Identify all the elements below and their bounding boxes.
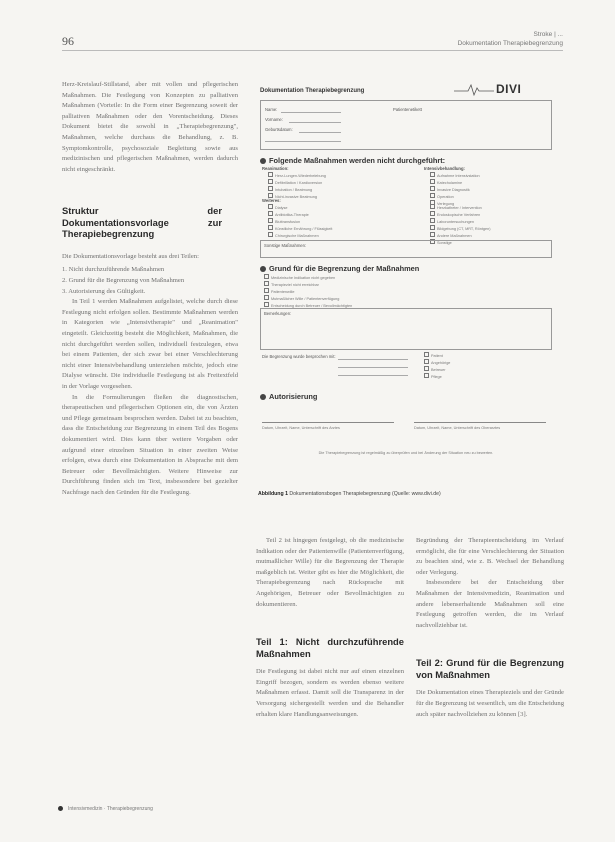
- list-item: Endoskopische Verfahren: [430, 211, 550, 218]
- paragraph: Die Festlegung ist dabei nicht nur auf einen einzelnen Eingriff bezogen, sondern es werden ebenso weitere Maßnahmen erfasst. Damit soll die Transparenz in der Versorgung sichergestellt werden und die Behandler erhalten klare Handlungsanweisungen.: [256, 668, 404, 718]
- bullet-icon: [260, 266, 266, 272]
- checkbox: [268, 225, 273, 230]
- bullet-icon: [260, 158, 266, 164]
- checkbox: [424, 366, 429, 371]
- checkbox: [268, 204, 273, 209]
- other-measures-label: Sonstige Maßnahmen:: [264, 243, 307, 248]
- checkbox: [268, 232, 273, 237]
- divi-logo: DIVI: [496, 82, 522, 96]
- list-item: Sonstige: [430, 239, 550, 246]
- checkbox: [424, 359, 429, 364]
- sec1-list-left2: [268, 204, 408, 239]
- comment-label: Bemerkungen:: [264, 311, 292, 316]
- list-item: Katecholamine: [430, 179, 550, 186]
- sec1-sub-title: Weiteres:: [262, 198, 281, 203]
- paragraph: Teil 2 ist hingegen festgelegt, ob die medizinische Indikation oder der Patientenwille (Patientenverfügung, mutmaßlicher Wille) für die Begrenzung der Therapie maßgeblich ist. Weiter gibt es hier die Möglichkeit, die Therapiebegrenzung nach Rücksprache mit Angehörigen, Betreuer oder Bevollmächtigten zu dokumentieren.: [256, 537, 404, 608]
- sec1-list-left: [268, 172, 408, 200]
- therapy-limitation-form: [258, 80, 564, 488]
- list-item: Chirurgische Maßnahmen: [268, 232, 408, 239]
- checkbox: [268, 211, 273, 216]
- paragraph: Insbesondere bei der Entscheidung über Maßnahmen der Intensivmedizin, Reanimation und andere lebenserhaltende Maßnahmen soll eine Festlegung getroffen werden, die im Verlauf nachvollziehbar ist.: [416, 579, 564, 629]
- discussed-label: Die Begrenzung wurde besprochen mit:: [262, 354, 336, 359]
- list-item: 3. Autorisierung des Gültigkeit.: [62, 287, 146, 295]
- list-item: Invasive Diagnostik: [430, 186, 550, 193]
- discussed-list: [424, 352, 554, 380]
- checkbox: [264, 295, 269, 300]
- running-title: Dokumentation Therapiebegrenzung: [457, 40, 563, 47]
- checkbox: [430, 218, 435, 223]
- list-item: Bildgebung (CT, MRT, Röntgen): [430, 225, 550, 232]
- page-number: 96: [62, 34, 74, 48]
- comment-box: [260, 308, 552, 350]
- list-item: Künstliche Ernährung / Flüssigkeit: [268, 225, 408, 232]
- list-item: Entscheidung durch Betreuer / Bevollmächtigten: [264, 302, 554, 309]
- section-2-title: Grund für die Begrenzung der Maßnahmen: [260, 264, 419, 273]
- paragraph: Die Dokumentation eines Therapieziels und der Gründe für die Begrenzung ist wesentlich, um die Entscheidung auch später nachvollziehen zu können [3].: [416, 689, 564, 718]
- paragraph: Begründung der Therapieentscheidung im Verlauf ermöglicht, die für eine Verschlechterung der Situation zu beachten sind, wie z. B. Wechsel der Behandlung oder Verlegung.: [416, 537, 564, 576]
- middle-column: [256, 536, 404, 720]
- checkbox: [264, 281, 269, 286]
- list-item: Medizinische Indikation nicht gegeben: [264, 274, 554, 281]
- sec1-list-right: [430, 172, 550, 207]
- list-item: Herzkatheter / Intervention: [430, 204, 550, 211]
- list-item: 2. Grund für die Begrenzung von Maßnahmen: [62, 277, 185, 285]
- right-column: [416, 536, 564, 720]
- list-item: Angehörige: [424, 359, 554, 366]
- checkbox: [268, 186, 273, 191]
- patient-box: [260, 100, 552, 150]
- checkbox: [430, 193, 435, 198]
- checkbox: [268, 218, 273, 223]
- list-item: Betreuer: [424, 366, 554, 373]
- checkbox: [430, 232, 435, 237]
- list-item: Operation: [430, 193, 550, 200]
- list-item: 1. Nicht durchzuführende Maßnahmen: [62, 266, 165, 274]
- form-note: Die Therapiebegrenzung ist regelmäßig zu überprüfen und bei Änderung der Situation neu zu bewerten.: [318, 451, 494, 455]
- checkbox: [430, 204, 435, 209]
- running-header: [458, 30, 563, 48]
- checkbox: [430, 225, 435, 230]
- list-item: Patientenwille: [264, 288, 554, 295]
- field-label: Name:: [265, 107, 278, 112]
- section-3-title: Autorisierung: [260, 392, 317, 401]
- structure-list: [62, 265, 238, 297]
- footer-text: Intensivmedizin · Therapiebegrenzung: [68, 806, 153, 812]
- footer-bullet-icon: [58, 806, 63, 811]
- list-item: Laboruntersuchungen: [430, 218, 550, 225]
- left-column: [62, 80, 238, 499]
- ecg-line-icon: [454, 82, 494, 96]
- section-label: Stroke | ...: [533, 31, 563, 38]
- checkbox: [430, 172, 435, 177]
- list-item: Andere Maßnahmen: [430, 232, 550, 239]
- list-item: Mutmaßlicher Wille / Patientenverfügung: [264, 295, 554, 302]
- list-item: Herz-Lungen-Wiederbelebung: [268, 172, 408, 179]
- list-item: Therapieziel nicht erreichbar: [264, 281, 554, 288]
- list-item: Dialyse: [268, 204, 408, 211]
- signature-senior: Datum, Uhrzeit, Name, Unterschrift des Oberarztes: [414, 426, 501, 430]
- sec2-reasons: [264, 274, 554, 309]
- paragraph: In die Formulierungen fließen die diagnostischen, therapeutischen und pflegerischen Optionen ein, die von Ärzten und Pflege gemeinsam besprochen werden. Dabei ist zu beachten, dass die Entscheidung zur Begrenzung in einem Teil des Bogens dokumentiert wird. Dies kann über weitere Vorgaben oder aufgrund einer einzelnen Situation in einer zweiten Weise erfolgen, etwa durch eine Dokumentation in Absprache mit dem Betreuer oder Bevollmächtigten. Weitere Hinweise zur Durchführung finden sich im Text, insbesondere bei gezielter Nachfrage nach den Gründen für die Festlegung.: [62, 393, 238, 496]
- list-item: Aufnahme Intensivstation: [430, 172, 550, 179]
- bullet-icon: [260, 394, 266, 400]
- list-item: Patient: [424, 352, 554, 359]
- sec1-col2-title: Intensivbehandlung:: [424, 166, 465, 171]
- figure-caption: [258, 491, 564, 498]
- paragraph: Die Dokumentationsvorlage besteht aus drei Teilen:: [62, 252, 199, 260]
- list-item: Pflege: [424, 373, 554, 380]
- checkbox: [430, 186, 435, 191]
- sec1-col1-title: Reanimation:: [262, 166, 289, 171]
- section-1-title: Folgende Maßnahmen werden nicht durchgeführt:: [260, 156, 445, 165]
- list-item: Nicht-invasive Beatmung: [268, 193, 408, 200]
- sticker-label: Patientenetikett: [393, 107, 422, 112]
- form-title: Dokumentation Therapiebegrenzung: [260, 88, 365, 94]
- list-item: Defibrillation / Kardioversion: [268, 179, 408, 186]
- list-item: Antibiotika-Therapie: [268, 211, 408, 218]
- field-label: Geburtsdatum:: [265, 127, 293, 132]
- checkbox: [424, 352, 429, 357]
- header-rule: [62, 50, 563, 51]
- checkbox: [268, 179, 273, 184]
- checkbox: [430, 179, 435, 184]
- other-measures-box: [260, 240, 552, 258]
- section-heading: Teil 1: Nicht durchzuführende Maßnahmen: [256, 636, 404, 659]
- list-item: Bluttransfusion: [268, 218, 408, 225]
- section-heading: Struktur der Dokumentationsvorlage zur Therapiebegrenzung: [62, 205, 222, 240]
- checkbox: [430, 211, 435, 216]
- section-heading: Teil 2: Grund für die Begrenzung von Maßnahmen: [416, 657, 564, 680]
- paragraph: In Teil 1 werden Maßnahmen aufgelistet, welche durch diese Festlegung nicht erfolgen sollen. Bestimmte Maßnahmen werden in Kategorien wie „Intensivtherapie" und „Reanimation" eingeteilt. Gleichzeitig besteht die Möglichkeit, Maßnahmen, die nicht durchgeführt werden sollen, individuell festzulegen, etwa bei einem Patienten, der sich zwar bei einer Verschlechterung nicht einer Intensivbehandlung unterziehen möchte, jedoch eine Dialyse wünscht. Die individuelle Festlegung ist als Freitextfeld in der Vorlage vorgesehen.: [62, 298, 238, 390]
- list-item: Intubation / Beatmung: [268, 186, 408, 193]
- checkbox: [264, 274, 269, 279]
- checkbox: [424, 373, 429, 378]
- paragraph: Herz-Kreislauf-Stillstand, aber mit vollen und pflegerischen Maßnahmen. Die Festlegung von Konzepten zu palliativen Maßnahmen (Vorteile: In die Form einer Begrenzung soweit der palliativen Maßnahmen oder den Vorentscheidung. Dieses Dokument bietet die sowohl in „Therapiebegrenzung", Maßnahmen, welche durchaus die Behandlung, z. B. Symptomkontrolle, psychosoziale Begleitung sowie aus medizinischen und pflegerischen Maßnahmen, werden dadurch nicht eingeschränkt.: [62, 81, 238, 173]
- list-item: Verlegung: [430, 200, 550, 207]
- checkbox: [264, 302, 269, 307]
- signature-doctor: Datum, Uhrzeit, Name, Unterschrift des Arztes: [262, 426, 340, 430]
- field-label: Vorname:: [265, 117, 283, 122]
- checkbox: [268, 172, 273, 177]
- caption-text: Dokumentationsbogen Therapiebegrenzung (Quelle: www.divi.de): [289, 491, 441, 497]
- checkbox: [264, 288, 269, 293]
- caption-label: Abbildung 1: [258, 491, 288, 497]
